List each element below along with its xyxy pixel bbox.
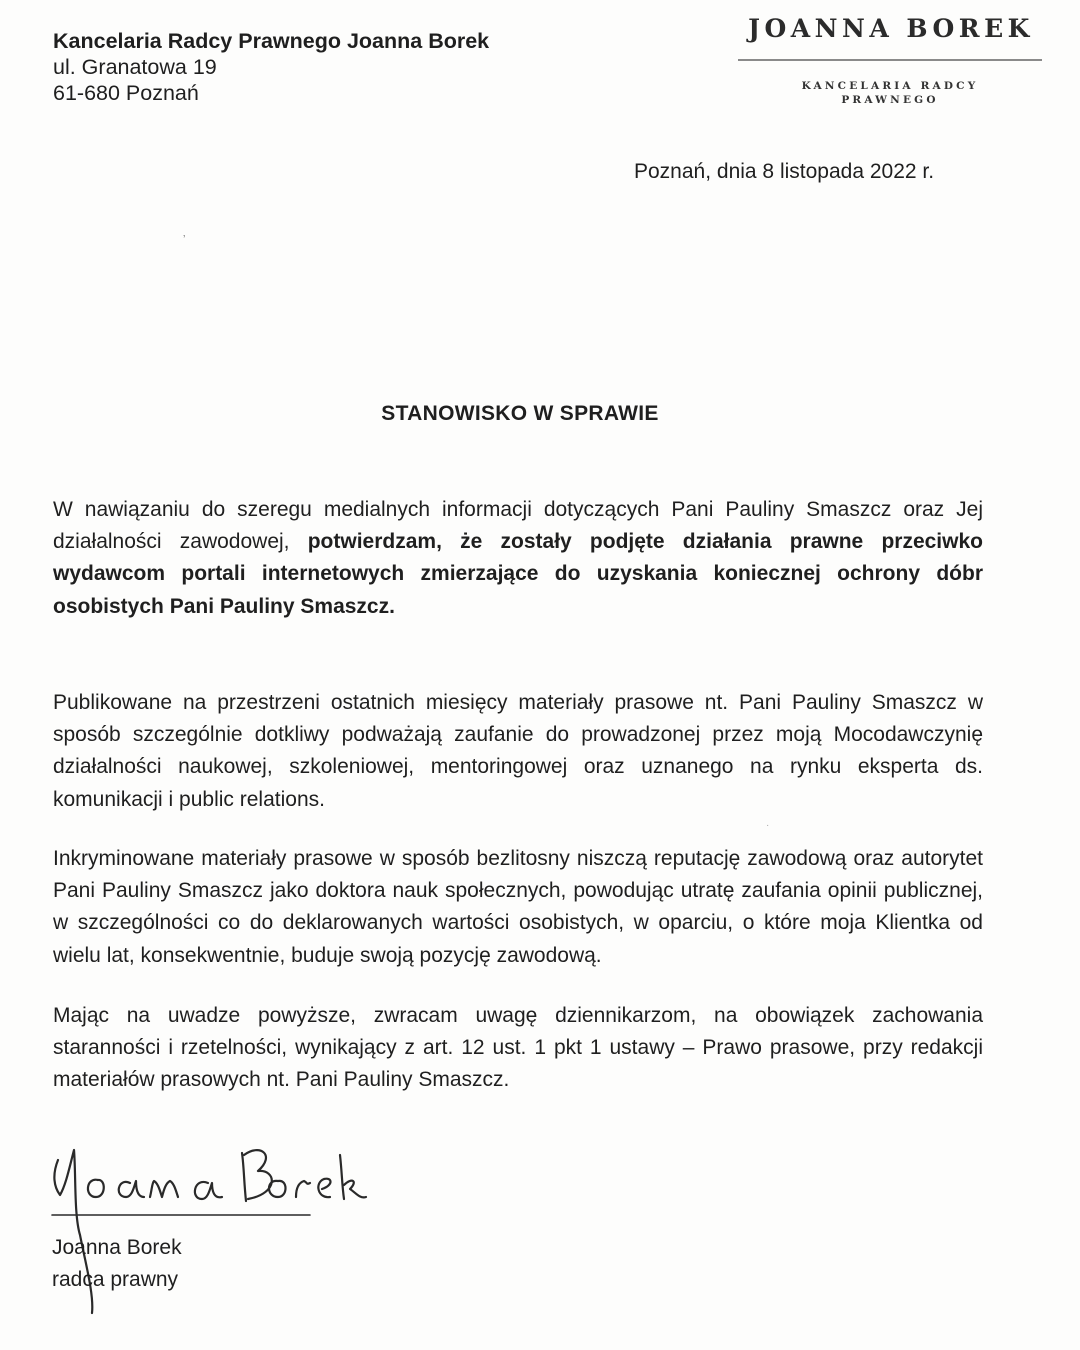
- paragraph-1-bold-text: potwierdzam, że zostały podjęte działania prawne przeciwko wydawcom portali internetowych zmierzające do uzyskania koniecznej ochrony dóbr osobistych Pani Pauliny Smaszcz.: [53, 530, 983, 618]
- logo-name: JOANNA BOREK: [748, 14, 1034, 43]
- signer-name: Joanna Borek: [52, 1236, 182, 1259]
- letter-date: Poznań, dnia 8 listopada 2022 r.: [634, 160, 935, 183]
- document-title: STANOWISKO W SPRAWIE: [381, 402, 659, 425]
- paragraph-3: Inkryminowane materiały prasowe w sposób bezlitosny niszczą reputację zawodową oraz autorytet Pani Pauliny Smaszcz jako doktora nauk społecznych, powodując utratę zaufania opinii publicznej, w szczególności co do deklarowanych wartości osobistych, w oparciu, o które moja Klientka od wielu lat, konsekwentnie, buduje swoją pozycję zawodową.: [53, 847, 983, 967]
- letterhead-logo: [738, 14, 1042, 107]
- sender-address: [53, 28, 489, 106]
- paragraph-2: Publikowane na przestrzeni ostatnich miesięcy materiały prasowe nt. Pani Pauliny Smaszcz w sposób szczególnie dotkliwy podważają zaufanie do prowadzonej przez moją Mocodawczynię działalności naukowej, szkoleniowej, mentoringowej oraz uznanego na rynku eksperta ds. komunikacji i public relations.: [53, 691, 983, 811]
- signer-role: radca prawny: [52, 1268, 179, 1291]
- sender-firm-name: Kancelaria Radcy Prawnego Joanna Borek: [53, 29, 490, 53]
- scan-speck: ·: [766, 820, 770, 831]
- paragraph-4: Mając na uwadze powyższe, zwracam uwagę dziennikarzom, na obowiązek zachowania staranności i rzetelności, wynikający z art. 12 ust. 1 pkt 1 ustawy – Prawo prasowe, przy redakcji materiałów prasowych nt. Pani Pauliny Smaszcz.: [53, 1004, 983, 1092]
- sender-city: 61-680 Poznań: [53, 81, 199, 105]
- logo-subtitle: KANCELARIA RADCY PRAWNEGO: [801, 80, 979, 106]
- sender-street: ul. Granatowa 19: [53, 55, 217, 79]
- logo-divider: [738, 59, 1042, 61]
- paragraph-1: [53, 494, 983, 623]
- signer-block: [52, 1232, 182, 1296]
- paragraph-1-text: W nawiązaniu do szeregu medialnych informacji dotyczących Pani Pauliny Smaszcz oraz Jej działalności zawodowej,: [53, 498, 983, 554]
- scan-speck: ʼ: [183, 234, 186, 246]
